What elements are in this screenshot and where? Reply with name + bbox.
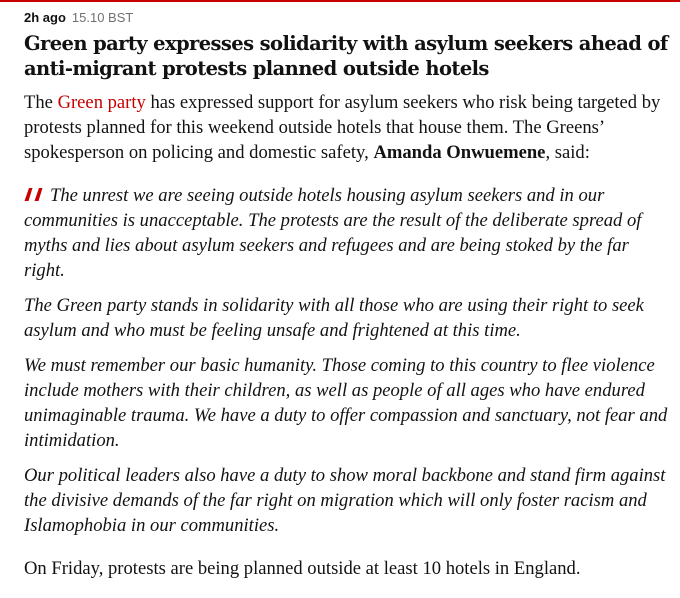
live-blog-entry (24, 0, 669, 581)
time-ago[interactable]: 2h ago (24, 10, 66, 25)
quote-paragraph-3: We must remember our basic humanity. Those coming to this country to flee violence include mothers with their children, as well as people of all ages who have endured unimaginable trauma. We have a duty to offer compassion and sanctuary, not fear and intimidation. (24, 355, 668, 451)
intro-text-1: The (24, 92, 58, 113)
speaker-name: Amanda Onwuemene (373, 142, 546, 163)
closing-paragraph: On Friday, protests are being planned outside at least 10 hotels in England. (24, 558, 581, 579)
intro-paragraph (24, 90, 669, 165)
timestamp: 15.10 BST (71, 10, 134, 25)
quote-mark-icon (24, 188, 44, 201)
entry-headline: Green party expresses solidarity with asylum seekers ahead of anti-migrant protests planned outside hotels (24, 32, 668, 80)
entry-meta (24, 9, 669, 27)
quote-paragraph-2: The Green party stands in solidarity with all those who are using their right to seek asylum and who must be feeling unsafe and frightened at this time. (24, 295, 644, 341)
intro-text-2: has expressed support for asylum seekers who risk being targeted by protests planned for this weekend outside hotels that house them. The Greens’ spokesperson on policing and domestic safety, (24, 92, 661, 163)
quote-paragraph-1-text: The unrest we are seeing outside hotels housing asylum seekers and in our communities is unacceptable. The protests are the result of the deliberate spread of myths and lies about asylum seekers and refugees and are being stoked by the far right. (24, 185, 642, 281)
quote-paragraph-1 (24, 183, 669, 283)
statement-quote (24, 183, 669, 538)
intro-text-3: , said: (545, 142, 590, 163)
green-party-link[interactable]: Green party (57, 92, 146, 113)
quote-paragraph-4: Our political leaders also have a duty to show moral backbone and stand firm against the divisive demands of the far right on migration which will only foster racism and Islamophobia in our communities. (24, 465, 666, 536)
